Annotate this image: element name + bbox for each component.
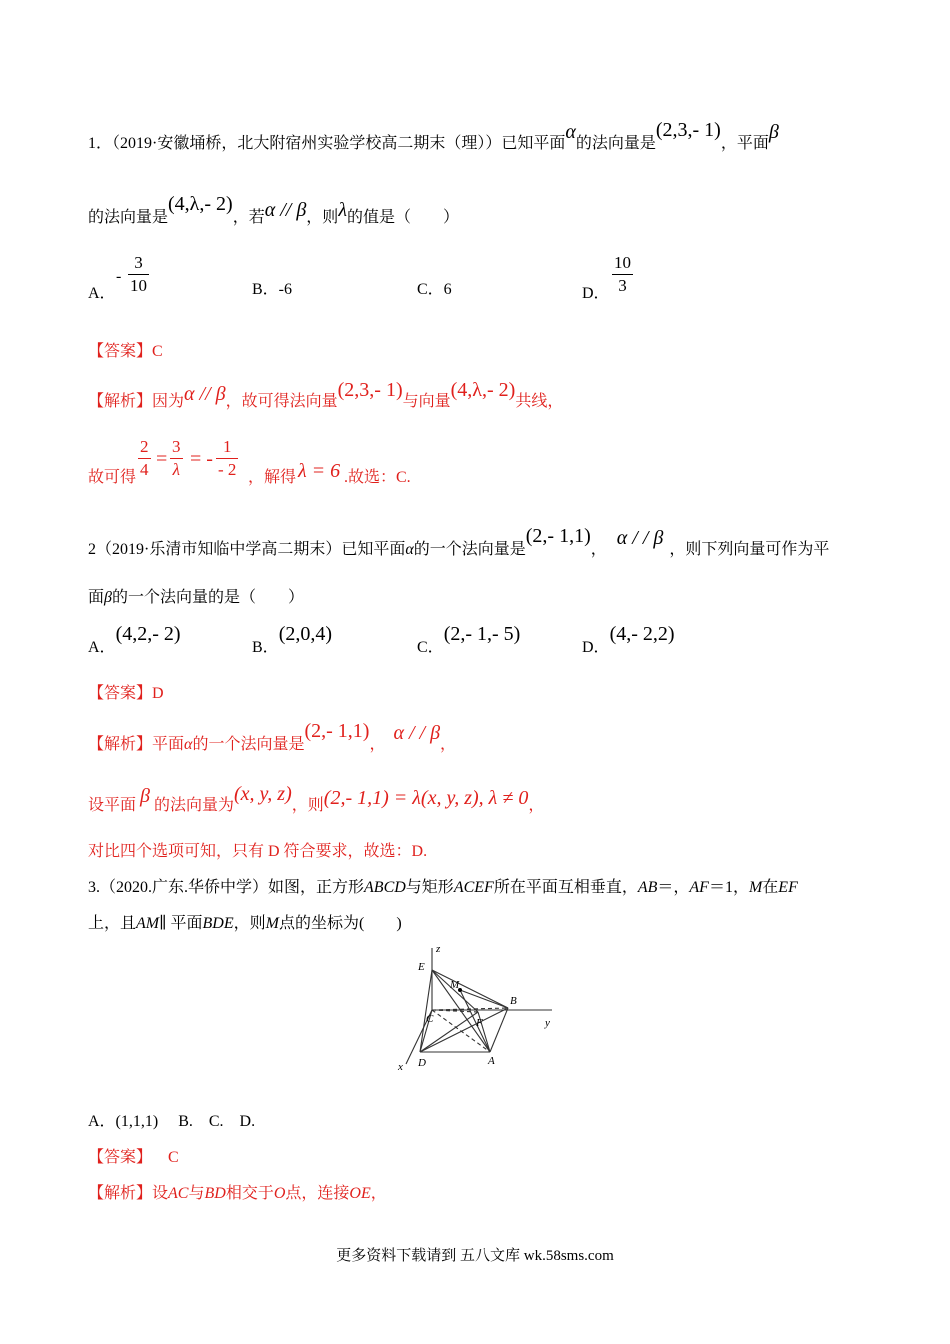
- q2-answer: 【答案】D: [88, 685, 164, 702]
- q1-option-c: C．6: [417, 281, 452, 298]
- q2-option-c: C．(2,- 1,- 5): [417, 623, 521, 656]
- q2-line1: 2（2019·乐清市知临中学高二期末）已知平面α的一个法向量是(2,- 1,1)，α / / β，则下列向量可作为平: [88, 525, 830, 558]
- q3-line1: 3.（2020.广东.华侨中学）如图，正方形ABCD与矩形ACEF所在平面互相垂直，AB＝，AF＝1，M在EF: [88, 879, 798, 896]
- alpha-symbol: α: [565, 121, 576, 143]
- page-footer: 更多资料下载请到 五八文库 wk.58sms.com: [336, 1248, 614, 1264]
- beta-symbol: β: [768, 121, 779, 143]
- fraction: $\frac{3}{\lambda}$: [172, 437, 181, 479]
- parallel-relation: α // β: [264, 199, 307, 221]
- fraction: $\frac{1}{- 2}$: [218, 437, 237, 479]
- q2-option-b: B．(2,0,4): [252, 623, 333, 656]
- q2-option-d: D．(4,- 2,2): [582, 623, 675, 656]
- q1-option-a: A． - $\frac{3}{10}$: [88, 253, 147, 302]
- q1-line2: 的法向量是(4,λ,- 2)，若α // β，则λ的值是（ ）: [88, 193, 459, 226]
- lambda-symbol: λ: [338, 199, 347, 221]
- q1-option-d: D． $\frac{10}{3}$: [582, 253, 631, 302]
- q1-analysis-line1: 【解析】因为α // β，故可得法向量(2,3,- 1)与向量(4,λ,- 2)共线，: [88, 379, 564, 410]
- fraction: $\frac{10}{3}$: [614, 253, 631, 295]
- q1-option-b: B．-6: [252, 281, 293, 298]
- q2-option-a: A．(4,2,- 2): [88, 623, 181, 656]
- label-e: E: [418, 961, 425, 973]
- q1-line1: 1．（2019·安徽埇桥，北大附宿州实验学校高二期末（理））已知平面α的法向量是(2,3,- 1)，平面β: [88, 119, 779, 152]
- label-y: y: [545, 1017, 550, 1029]
- fraction: $\frac{3}{10}$: [130, 253, 147, 295]
- label-x: x: [398, 1061, 403, 1073]
- q2-analysis-line2: 设平面 β 的法向量为(x, y, z)，则(2,- 1,1) = λ(x, y, z), λ ≠ 0，: [88, 783, 545, 814]
- fraction: $\frac{2}{4}$: [140, 437, 149, 479]
- q2-line2: 面β的一个法向量的是（ ）: [88, 589, 304, 606]
- q3-analysis-line1: 【解析】设AC与BD相交于O点，连接OE，: [88, 1185, 387, 1202]
- label-a: A: [488, 1055, 495, 1067]
- label-z: z: [436, 943, 441, 955]
- q3-line2: 上，且AM∥ 平面BDE，则M点的坐标为( ): [88, 915, 402, 932]
- q2-analysis-line1: 【解析】平面α的一个法向量是(2,- 1,1)，α / / β，: [88, 720, 457, 753]
- label-c: C: [426, 1013, 434, 1025]
- q1-vector-1: (2,3,- 1): [655, 119, 721, 141]
- q1-answer: 【答案】C: [88, 343, 163, 360]
- q3-answer: 【答案】 C: [88, 1149, 179, 1166]
- q1-vector-2: (4,λ,- 2): [168, 193, 233, 215]
- geometry-figure: [390, 940, 560, 1080]
- label-b: B: [510, 995, 517, 1007]
- q3-options: A．(1,1,1) B. C. D.: [88, 1113, 256, 1130]
- q2-analysis-line3: 对比四个选项可知，只有 D 符合要求，故选：D.: [88, 843, 428, 860]
- label-d: D: [418, 1057, 426, 1069]
- label-f: F: [476, 1017, 483, 1029]
- label-m: M: [450, 979, 460, 991]
